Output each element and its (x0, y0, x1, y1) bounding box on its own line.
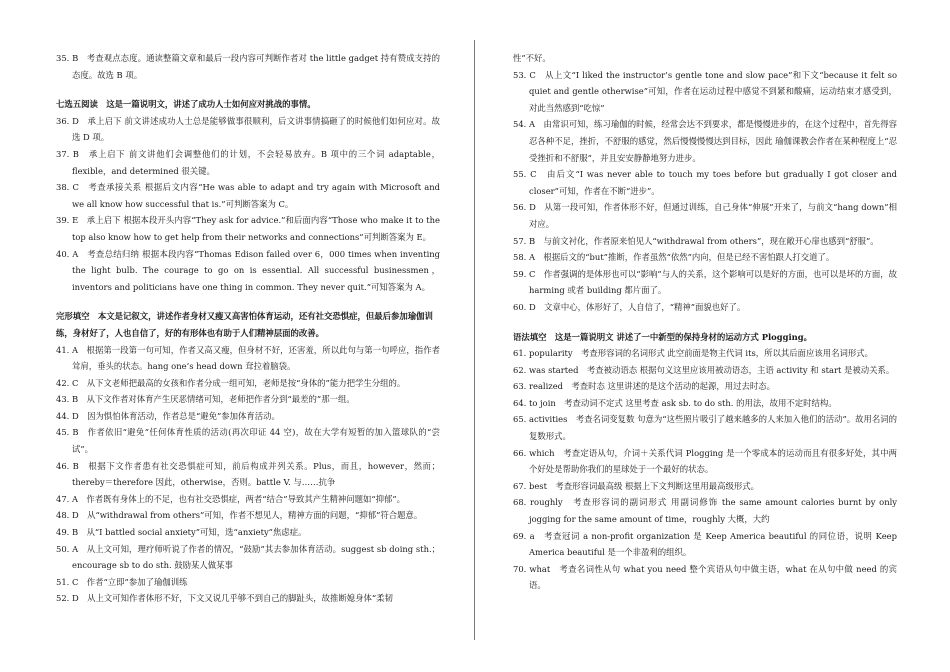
section-heading-grammar: 语法填空 这是一篇说明文 讲述了一中新型的保持身材的运动方式 Plogging。 (513, 331, 812, 342)
answer-53: 53. C 从上文“I liked the instructor’s gentle tone and slow pace”和下文“because it felt so quiet and gentle otherwise”可知，作者在运动过程中感觉不到紧和酸痛，运动结束才感受到，对此当然感到“吃惊” (513, 69, 897, 113)
answer-58: 58. A 根据后文的“but”推断，作者虽然“依然”内向，但是已经不害怕跟人打交道了。 (513, 252, 835, 263)
answer-39: 39. E 承上启下 根据本段开头内容“They ask for advice.”和后面内容“Those who make it to the top also know how to get help from their networks and connections”可判断答案为 E。 (56, 215, 440, 242)
answer-69: 69. a 考查冠词 a non-profit organization 是 Keep America beautiful 的同位语，说明 Keep America beautiful 是一个非盈利的组织。 (513, 530, 897, 558)
column-divider (474, 40, 475, 640)
answer-47: 47. A 作者既有身体上的不足，也有社交恐惧症，两者“结合”导致其产生精神问题如“抑郁”。 (56, 493, 406, 504)
answer-38: 38. C 考查承接关系 根据后文内容“He was able to adapt and try again with Microsoft and we all know how successful that is.”可判断答案为 C。 (56, 182, 440, 209)
answer-36: 36. D 承上启下 前文讲述成功人士总是能够做事很顺利，后文讲事情搞砸了的时候他们如何应对。故选 D 项。 (56, 115, 440, 143)
answer-63: 63. realized 考查时态 这里讲述的是这个活动的起源，用过去时态。 (513, 381, 776, 392)
answer-45: 45. B 作者依旧“避免”任何体育性质的活动(再次印证 44 空)，故在大学有短暂的加入篮球队的“尝试”。 (56, 427, 440, 455)
answer-52-continued: 性”不好。 (513, 53, 551, 63)
answer-56: 56. D 从第一段可知，作者体形不好，但通过训练，自己身体“伸展”开来了，与前文“hang down”相对应。 (513, 202, 897, 229)
answer-44: 44. D 因为惧怕体育活动，作者总是“避免”参加体育活动。 (56, 410, 280, 421)
answer-48: 48. D 从“withdrawal from others”可知，作者不想见人，精神方面的问题，“抑郁”符合题意。 (56, 510, 423, 521)
answer-59: 59. C 作者强调的是体形也可以“影响”与人的关系，这个影响可以是好的方面，也可以是坏的方面，故 harming 或者 building 都片面了。 (513, 268, 897, 296)
answer-40: 40. A 考查总结归纳 根据本段内容“Thomas Edison failed over 6，000 times when inventing the light bulb. The courage to go on is essential. All successful businessmen，inventors and politicians have one thing in common. They never quit.”可知答案为 A。 (56, 248, 440, 292)
answer-60: 60. D 文章中心，体形好了，人自信了，“精神”面貌也好了。 (513, 301, 746, 312)
answer-61: 61. popularity 考查形容词的名词形式 此空前面是物主代词 its，所以其后面应该用名词形式。 (513, 348, 874, 359)
section-heading-seven-choose-five: 七选五阅读 这是一篇说明文，讲述了成功人士如何应对挑战的事情。 (56, 99, 316, 110)
answer-70: 70. what 考查名词性从句 what you need 整个宾语从句中做主语，what 在从句中做 need 的宾语。 (513, 563, 897, 591)
answer-43: 43. B 从下文作者对体育产生厌恶情绪可知，老师把作者分到“最差的”那一组。 (56, 394, 355, 405)
answer-55: 55. C 由后文“I was never able to touch my toes before but gradually I got closer and closer”可知，作者在不断“进步”。 (513, 169, 897, 196)
answer-54: 54. A 由常识可知，练习瑜伽的时候，经常会达不到要求，都是慢慢进步的，在这个过程中，首先得容忍各种不足，挫折，不舒服的感觉，然后慢慢慢慢达到目标，因此 瑜伽课教会作者在某种程度上“忍受挫折和不舒服”，并且安安静静地努力进步。 (513, 119, 897, 163)
answer-42: 42. C 从下文老师把最高的女孩和作者分成一组可知，老师是按“身体的”能力把学生分组的。 (56, 377, 406, 388)
right-column (513, 50, 897, 594)
left-column (56, 50, 440, 607)
answer-66: 66. which 考查定语从句，介词＋关系代词 Plogging 是一个零成本的运动而且有很多好处，其中两个好处是帮助你我们的星球处于一个最好的状态。 (513, 447, 897, 475)
answer-65: 65. activities 考查名词变复数 句意为“这些照片吸引了越来越多的人来加入他们的活动”。故用名词的复数形式。 (513, 414, 897, 442)
answer-41: 41. A 根据第一段第一句可知，作者又高又瘦，但身材不好，还害羞，所以此句与第一句呼应，指作者耸肩，垂头的状态。hang one’s head down 耷拉着脑袋。 (56, 344, 440, 372)
answer-67: 67. best 考查形容词最高级 根据上下文判断这里用最高级形式。 (513, 480, 759, 491)
answer-68: 68. roughly 考查形容词的副词形式 用副词修饰 the same amount calories burnt by only jogging for the same amount of time，roughly 大概，大约 (513, 497, 897, 525)
answer-62: 62. was started 考查被动语态 根据句义这里应该用被动语态，主语 activity 和 start 是被动关系。 (513, 364, 895, 375)
answer-46: 46. B 根据下文作者患有社交恐惧症可知，前后构成并列关系。Plus，而且，however，然而；thereby＝therefore 因此，otherwise，否则。battle V. 与……抗争 (56, 460, 441, 488)
answer-64: 64. to join 考查动词不定式 这里考查 ask sb. to do sth. 的用法，故用不定时结构。 (513, 397, 837, 408)
answer-35: 35. B 考查观点态度。通读整篇文章和最后一段内容可判断作者对 the little gadget 持有赞成支持的态度。故选 B 项。 (56, 53, 440, 80)
answer-57: 57. B 与前文衬化，作者原来怕见人“withdrawal from others”，现在敞开心扉也感到“舒服”。 (513, 235, 879, 246)
section-heading-cloze: 完形填空 本文是记叙文，讲述作者身材又瘦又高害怕体育运动，还有社交恐惧症，但最后参加瑜伽训练，身材好了，人也自信了，好的有形体也有助于人们精神层面的改善。 (56, 311, 433, 338)
answer-52: 52. D 从上文可知作者体形不好，下文又说几乎够不到自己的脚趾头，故推断媳身体“柔韧 (56, 593, 393, 604)
answer-37: 37. B 承上启下 前文讲他们会调整他们的计划，不会轻易放弃。B 项中的三个词 adaptable，flexible，and determined 很关键。 (56, 148, 440, 176)
answer-49: 49. B 从“I battled social anxiety”可知，选“anxiety”焦虑症。 (56, 527, 307, 538)
answer-50: 50. A 从上文可知，理疗师听说了作者的情况，“鼓励”其去参加体育活动。suggest sb doing sth.；encourage sb to do sth. 鼓励某人做某事 (56, 543, 440, 571)
answer-51: 51. C 作者“立即”参加了瑜伽训练 (56, 576, 188, 587)
